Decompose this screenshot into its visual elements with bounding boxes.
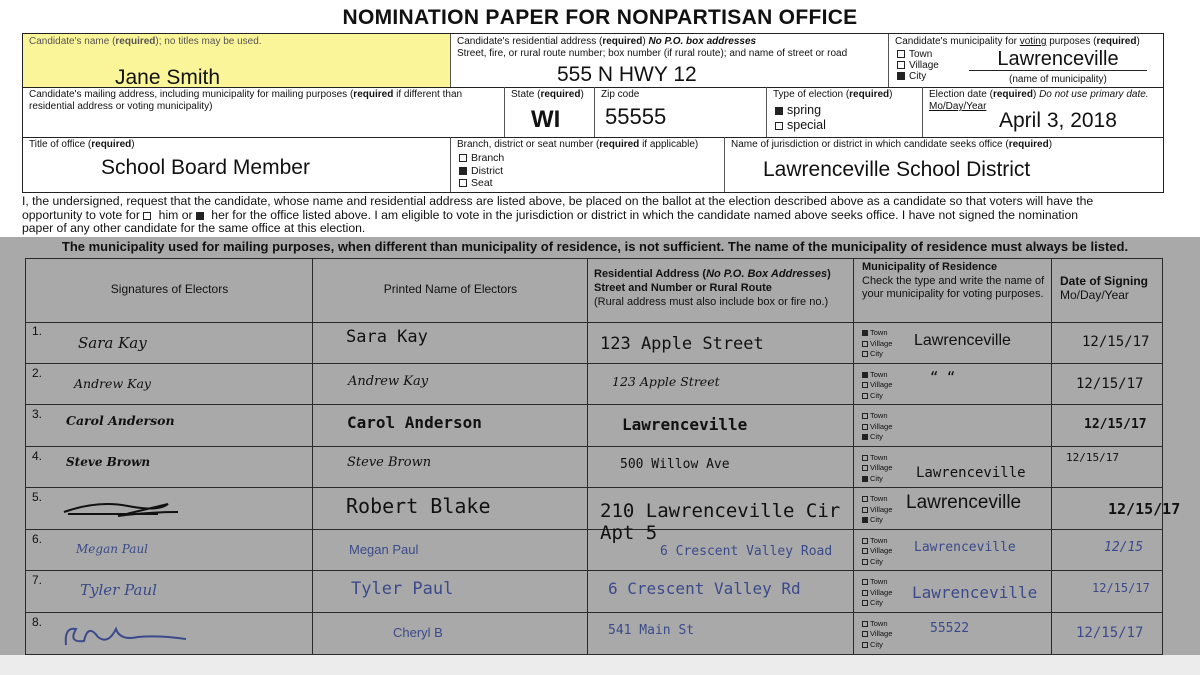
printed-name[interactable]: Megan Paul	[349, 541, 419, 557]
city-checkbox[interactable]	[862, 351, 868, 357]
signature[interactable]: Carol Anderson	[66, 413, 175, 428]
header-date: Date of Signing Mo/Day/Year	[1060, 274, 1148, 302]
residential-address[interactable]: Lawrenceville	[622, 415, 748, 434]
jurisdiction-cell[interactable]: Name of jurisdiction or district in which candidate seeks office (required) Lawrenceville School District	[731, 139, 1053, 181]
printed-name[interactable]: Tyler Paul	[351, 579, 454, 599]
signing-date[interactable]: 12/15/17	[1076, 375, 1144, 392]
branch-cell[interactable]: Branch, district or seat number (required if applicable) Branch District Seat	[451, 137, 725, 192]
printed-name[interactable]: Sara Kay	[346, 327, 428, 347]
village-checkbox[interactable]	[862, 341, 868, 347]
residential-address-value: 555 N HWY 12	[557, 63, 697, 86]
table-row	[26, 405, 1162, 447]
signature[interactable]: Megan Paul	[76, 541, 149, 556]
residential-address[interactable]: 6 Crescent Valley Road	[660, 543, 833, 559]
jurisdiction-value: Lawrenceville School District	[763, 158, 1031, 181]
table-row	[26, 364, 1162, 406]
state-cell[interactable]: State (required) WI	[505, 87, 595, 137]
town-checkbox[interactable]	[862, 455, 868, 461]
election-date-value: April 3, 2018	[999, 109, 1117, 132]
election-date-cell[interactable]: Election date (required) Do not use primary date. Mo/Day/Year April 3, 2018	[929, 89, 1149, 132]
voting-municipality-value: Lawrenceville	[969, 48, 1147, 71]
state-value: WI	[531, 106, 561, 133]
signature[interactable]: Sara Kay	[78, 334, 147, 352]
signature-scribble[interactable]	[58, 490, 208, 526]
municipality-name[interactable]: “ “	[930, 369, 956, 386]
option-label: Town	[870, 328, 888, 337]
option-label: City	[870, 432, 883, 441]
municipality-notice: The municipality used for mailing purposes, when different than municipality of residence, is not sufficient. The name of the municipality of residence must always be listed.	[61, 239, 1129, 254]
municipality-type-options[interactable]	[862, 577, 892, 609]
municipality-name[interactable]: Lawrenceville	[916, 464, 1026, 481]
residential-address[interactable]: 210 Lawrenceville Cir	[600, 500, 841, 522]
header-address: Residential Address (No P.O. Box Addresses) Street and Number or Rural Route (Rural address must also include box or fire no.)	[594, 268, 831, 308]
municipality-name[interactable]: Lawrenceville	[912, 583, 1038, 602]
option-label: Town	[870, 535, 888, 545]
signature[interactable]: Tyler Paul	[80, 581, 157, 599]
row-number: 5.	[32, 490, 43, 504]
option-label: Village	[870, 421, 893, 431]
town-checkbox[interactable]	[862, 413, 868, 419]
office-title-value: School Board Member	[101, 156, 310, 179]
city-checkbox[interactable]	[862, 476, 868, 482]
option-label: City	[870, 473, 883, 483]
voting-municipality-cell[interactable]: Candidate's municipality for voting purposes (required) Town Village City Lawrenceville (name of municipality)	[889, 34, 1163, 87]
signature[interactable]: Steve Brown	[66, 454, 151, 469]
row-number: 4.	[32, 448, 43, 463]
town-checkbox[interactable]	[862, 330, 868, 336]
town-checkbox[interactable]	[897, 50, 905, 58]
electors-table	[25, 258, 1181, 655]
town-checkbox[interactable]	[862, 496, 868, 502]
spring-checkbox[interactable]	[775, 107, 783, 115]
residential-address[interactable]: 500 Willow Ave	[620, 456, 730, 472]
header-municipality: Municipality of Residence Check the type and write the name of your municipality for voting purposes.	[862, 261, 1045, 300]
city-checkbox[interactable]	[862, 517, 868, 523]
town-checkbox[interactable]	[862, 372, 868, 378]
printed-name[interactable]: Robert Blake	[346, 494, 491, 518]
district-checkbox[interactable]	[459, 167, 467, 175]
town-checkbox[interactable]	[862, 579, 868, 585]
village-checkbox[interactable]	[862, 465, 868, 471]
signing-date[interactable]: 12/15/17	[1092, 581, 1150, 595]
option-label: Village	[870, 587, 893, 597]
municipality-type-options[interactable]	[862, 619, 892, 651]
municipality-type-options[interactable]: Town Village City	[897, 49, 939, 82]
signing-date[interactable]: 12/15/17	[1066, 450, 1119, 464]
city-checkbox[interactable]	[862, 559, 868, 565]
signing-date[interactable]: 12/15/17	[1108, 500, 1181, 518]
row-number: 7.	[32, 573, 43, 587]
municipality-name[interactable]: 55522	[930, 620, 970, 636]
city-checkbox[interactable]	[862, 393, 868, 399]
zip-cell[interactable]: Zip code 55555	[595, 87, 767, 137]
option-label: Village	[870, 380, 893, 389]
option-label: Village	[870, 546, 893, 555]
signing-date[interactable]: 12/15/17	[1082, 334, 1150, 350]
table-row	[26, 488, 1181, 544]
municipality-type-options[interactable]	[862, 370, 892, 402]
option-label: City	[870, 639, 883, 649]
candidate-row-2	[22, 87, 1164, 138]
option-label: Village	[870, 338, 893, 348]
option-label: Village	[870, 463, 893, 472]
row-number: 2.	[32, 365, 43, 380]
signing-date[interactable]: 12/15/17	[1076, 624, 1144, 641]
option-label: City	[870, 598, 883, 607]
candidate-row-3	[22, 137, 1164, 193]
form-title: NOMINATION PAPER FOR NONPARTISAN OFFICE	[342, 6, 858, 29]
city-checkbox[interactable]	[862, 434, 868, 440]
option-label: City	[870, 515, 883, 524]
option-label: Village	[870, 504, 893, 514]
option-label: Village	[870, 629, 893, 638]
printed-name[interactable]: Carol Anderson	[347, 413, 482, 432]
option-label: Town	[870, 577, 888, 586]
residential-address-cell[interactable]: Candidate's residential address (required) No P.O. box addresses Street, fire, or rural route number; box number (if rural route); and name of street or road 555 N HWY 12	[451, 34, 889, 87]
residential-address[interactable]: 123 Apple Street	[612, 373, 720, 389]
him-checkbox[interactable]	[143, 212, 151, 220]
signing-date[interactable]: 12/15	[1104, 539, 1144, 555]
option-label: Town	[870, 369, 888, 379]
village-checkbox[interactable]	[862, 631, 868, 637]
municipality-type-options[interactable]	[862, 328, 892, 360]
row-number: 8.	[32, 614, 43, 629]
municipality-type-options[interactable]	[862, 494, 892, 526]
city-checkbox[interactable]	[862, 600, 868, 606]
village-checkbox[interactable]	[862, 590, 868, 596]
table-header	[26, 259, 1162, 323]
city-checkbox[interactable]	[862, 642, 868, 648]
signature[interactable]: Andrew Kay	[74, 375, 151, 391]
table-row	[26, 447, 1162, 489]
office-title-cell[interactable]: Title of office (required) School Board Member	[23, 137, 451, 192]
candidate-name-value: Jane Smith	[115, 66, 221, 89]
municipality-name[interactable]: Lawrenceville	[914, 332, 1011, 349]
village-checkbox[interactable]	[862, 424, 868, 430]
special-checkbox[interactable]	[775, 122, 783, 130]
village-checkbox[interactable]	[862, 548, 868, 554]
table-row	[26, 613, 1162, 655]
village-checkbox[interactable]	[897, 61, 905, 69]
election-type-cell[interactable]: Type of election (required) spring special	[767, 87, 923, 137]
city-checkbox[interactable]	[897, 72, 905, 80]
residential-address[interactable]: 6 Crescent Valley Rd	[608, 579, 801, 598]
printed-name[interactable]: Steve Brown	[347, 454, 432, 470]
option-label: Town	[870, 452, 888, 462]
town-checkbox[interactable]	[862, 621, 868, 627]
residential-address[interactable]: 123 Apple Street	[600, 334, 764, 354]
mailing-address-cell[interactable]: Candidate's mailing address, including municipality for mailing purposes (required if different than residential address or voting municipality)	[23, 87, 505, 137]
seat-checkbox[interactable]	[459, 179, 467, 187]
option-label: Town	[870, 411, 888, 420]
header-printed: Printed Name of Electors	[383, 282, 518, 296]
table-row	[26, 322, 1162, 364]
option-label: Town	[870, 494, 888, 503]
option-label: City	[870, 349, 883, 358]
municipality-type-options[interactable]	[862, 536, 892, 568]
village-checkbox[interactable]	[862, 507, 868, 513]
table-row	[26, 571, 1162, 613]
municipality-name[interactable]: Lawrenceville	[906, 492, 1022, 513]
zip-value: 55555	[605, 104, 667, 129]
municipality-type-options[interactable]	[862, 453, 892, 485]
town-checkbox[interactable]	[862, 538, 868, 544]
residential-address-line2[interactable]: Apt 5	[600, 522, 658, 544]
her-checkbox[interactable]	[196, 212, 204, 220]
candidate-row-1	[22, 33, 1164, 88]
signature-scribble[interactable]	[58, 615, 208, 651]
municipality-name[interactable]: Lawrenceville	[914, 539, 1016, 555]
row-number: 6.	[32, 531, 43, 546]
signing-date[interactable]: 12/15/17	[1084, 417, 1147, 432]
table-row	[26, 530, 1162, 572]
branch-checkbox[interactable]	[459, 154, 467, 162]
printed-name[interactable]: Cheryl B	[393, 624, 443, 640]
option-label: Town	[870, 618, 888, 628]
option-label: City	[870, 556, 883, 566]
row-number: 3.	[32, 407, 43, 421]
row-number: 1.	[32, 324, 43, 338]
declaration-paragraph: I, the undersigned, request that the candidate, whose name and residential address are listed above, be placed on the ballot at the election described above as a candidate so that voters will have the opportunity to vote for him or her for the office listed above. I am eligible to vote in the jurisdiction or district in which the candidate named above seeks office. I have not signed the nomination paper of any other candidate for the same office at this election.	[22, 194, 1094, 235]
municipality-caption: (name of municipality)	[1009, 74, 1107, 85]
village-checkbox[interactable]	[862, 382, 868, 388]
residential-address[interactable]: 541 Main St	[608, 622, 695, 638]
candidate-name-cell[interactable]: Candidate's name (required); no titles may be used. Jane Smith	[23, 34, 451, 87]
option-label: City	[870, 390, 883, 400]
municipality-type-options[interactable]	[862, 411, 892, 443]
printed-name[interactable]: Andrew Kay	[348, 373, 429, 389]
header-signatures: Signatures of Electors	[110, 282, 229, 296]
bottom-strip	[0, 655, 1200, 675]
